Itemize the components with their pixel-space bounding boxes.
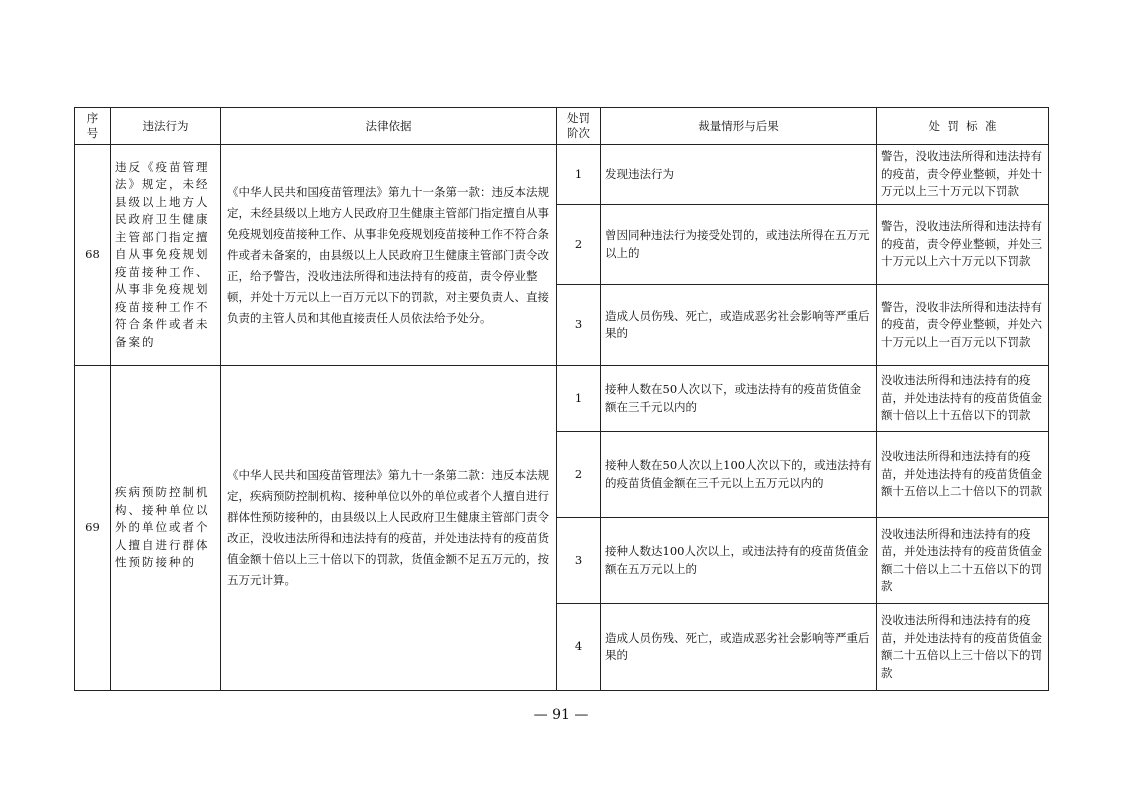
violation-cell: 疾病预防控制机构、接种单位以外的单位或者个人擅自进行群体性预防接种的 bbox=[111, 366, 221, 691]
circumstance-cell: 接种人数在50人次以下，或违法持有的疫苗货值金额在三千元以内的 bbox=[601, 366, 877, 432]
row-number: 69 bbox=[75, 366, 111, 691]
stage-cell: 2 bbox=[557, 205, 601, 285]
table-header-row bbox=[75, 108, 1049, 145]
circumstance-cell: 造成人员伤残、死亡，或造成恶劣社会影响等严重后果的 bbox=[601, 604, 877, 691]
penalty-table bbox=[74, 107, 1049, 691]
standard-cell: 警告，没收违法所得和违法持有的疫苗，责令停业整顿，并处三十万元以上六十万元以下罚款 bbox=[877, 205, 1049, 285]
header-circumstance: 裁量情形与后果 bbox=[601, 108, 877, 145]
circumstance-cell: 接种人数达100人次以上，或违法持有的疫苗货值金额在五万元以上的 bbox=[601, 518, 877, 604]
circumstance-cell: 造成人员伤残、死亡，或造成恶劣社会影响等严重后果的 bbox=[601, 285, 877, 366]
stage-cell: 4 bbox=[557, 604, 601, 691]
standard-cell: 没收违法所得和违法持有的疫苗，并处违法持有的疫苗货值金额二十倍以上二十五倍以下的罚款 bbox=[877, 518, 1049, 604]
table-row bbox=[75, 366, 1049, 432]
circumstance-cell: 曾因同种违法行为接受处罚的，或违法所得在五万元以上的 bbox=[601, 205, 877, 285]
stage-cell: 2 bbox=[557, 432, 601, 518]
table-row bbox=[75, 145, 1049, 205]
legal-basis-cell: 《中华人民共和国疫苗管理法》第九十一条第二款：违反本法规定，疾病预防控制机构、接种单位以外的单位或者个人擅自进行群体性预防接种的，由县级以上人民政府卫生健康主管部门责令改正，没收违法所得和违法持有的疫苗，并处违法持有的疫苗货值金额十倍以上三十倍以下的罚款，货值金额不足五万元的，按五万元计算。 bbox=[221, 366, 557, 691]
stage-cell: 3 bbox=[557, 285, 601, 366]
circumstance-cell: 发现违法行为 bbox=[601, 145, 877, 205]
standard-cell: 没收违法所得和违法持有的疫苗，并处违法持有的疫苗货值金额十倍以上十五倍以下的罚款 bbox=[877, 366, 1049, 432]
stage-cell: 1 bbox=[557, 366, 601, 432]
header-seq: 序 号 bbox=[75, 108, 111, 145]
circumstance-cell: 接种人数在50人次以上100人次以下的，或违法持有的疫苗货值金额在三千元以上五万元以内的 bbox=[601, 432, 877, 518]
standard-cell: 没收违法所得和违法持有的疫苗，并处违法持有的疫苗货值金额十五倍以上二十倍以下的罚款 bbox=[877, 432, 1049, 518]
legal-basis-cell: 《中华人民共和国疫苗管理法》第九十一条第一款：违反本法规定，未经县级以上地方人民政府卫生健康主管部门指定擅自从事免疫规划疫苗接种工作、从事非免疫规划疫苗接种工作不符合条件或者未备案的，由县级以上人民政府卫生健康主管部门责令改正，给予警告，没收违法所得和违法持有的疫苗，责令停业整顿，并处十万元以上一百万元以下的罚款，对主要负责人、直接负责的主管人员和其他直接责任人员依法给予处分。 bbox=[221, 145, 557, 366]
standard-cell: 没收违法所得和违法持有的疫苗，并处违法持有的疫苗货值金额二十五倍以上三十倍以下的罚款 bbox=[877, 604, 1049, 691]
standard-cell: 警告，没收非法所得和违法持有的疫苗，责令停业整顿，并处六十万元以上一百万元以下罚款 bbox=[877, 285, 1049, 366]
page-number: — 91 — bbox=[533, 707, 589, 723]
header-basis: 法律依据 bbox=[221, 108, 557, 145]
header-violation: 违法行为 bbox=[111, 108, 221, 145]
row-number: 68 bbox=[75, 145, 111, 366]
header-standard: 处 罚 标 准 bbox=[877, 108, 1049, 145]
standard-cell: 警告，没收违法所得和违法持有的疫苗，责令停业整顿，并处十万元以上三十万元以下罚款 bbox=[877, 145, 1049, 205]
stage-cell: 3 bbox=[557, 518, 601, 604]
violation-cell: 违反《疫苗管理法》规定，未经县级以上地方人民政府卫生健康主管部门指定擅自从事免疫规划疫苗接种工作、从事非免疫规划疫苗接种工作不符合条件或者未备案的 bbox=[111, 145, 221, 366]
stage-cell: 1 bbox=[557, 145, 601, 205]
header-stage: 处罚 阶次 bbox=[557, 108, 601, 145]
